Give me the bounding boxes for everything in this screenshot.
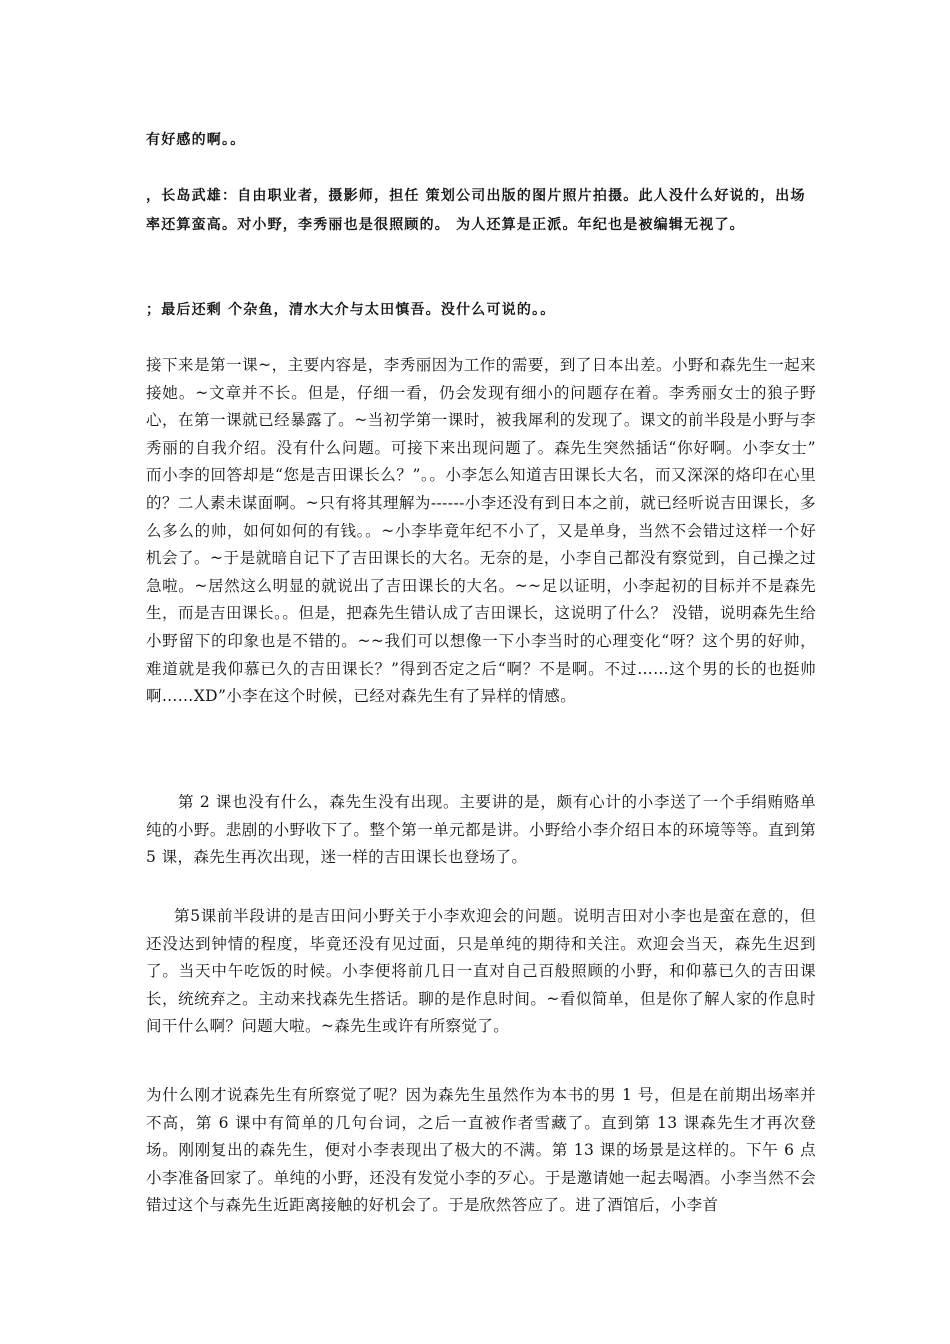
paragraph-lesson-1: 接下来是第一课~，主要内容是，李秀丽因为工作的需要，到了日本出差。小野和森先生一起来接她。~文章并不长。但是，仔细一看，仍会发现有细小的问题存在着。李秀丽女士的狼子野心，在第一课就已经暴露了。~当初学第一课时，被我犀利的发现了。课文的前半段是小野与李秀丽的自我介绍。没有什么问题。可接下来出现问题了。森先生突然插话“你好啊。小李女士” 而小李的回答却是“您是吉田课长么？”。。小李怎么知道吉田课长大名，而又深深的烙印在心里的？二人素未谋面啊。~只有将其理解为------小李还没有到日本之前，就已经听说吉田课长，多么多么的帅，如何如何的有钱。。~小李毕竟年纪不小了，又是单身，当然不会错过这样一个好机会了。~于是就暗自记下了吉田课长的大名。无奈的是，小李自己都没有察觉到，自己操之过急啦。~居然这么明显的就说出了吉田课长的大名。~~足以证明，小李起初的目标并不是森先生，而是吉田课长。。但是，把森先生错认成了吉田课长，这说明了什么？ 没错，说明森先生给小野留下的印象也是不错的。~~我们可以想像一下小李当时的心理变化“呀？这个男的好帅，难道就是我仰慕已久的吉田课长？”得到否定之后“啊？不是啊。不过……这个男的长的也挺帅啊……XD”小李在这个时候，已经对森先生有了异样的情感。 — [146, 356, 816, 706]
paragraph-lesson-2: 第 2 课也没有什么，森先生没有出现。主要讲的是，颇有心计的小李送了一个手绢贿赂单纯的小野。悲剧的小野收下了。整个第一单元都是讲。小野给小李介绍日本的环境等等。直到第 5 课，森先生再次出现，迷一样的吉田课长也登场了。 — [146, 793, 816, 867]
intro-line: 有好感的啊。。 — [146, 132, 246, 148]
paragraph-lesson-5: 第5课前半段讲的是吉田问小野关于小李欢迎会的问题。说明吉田对小李也是蛮在意的，但还没达到钟情的程度，毕竟还没有见过面，只是单纯的期待和关注。欢迎会当天，森先生迟到了。当天中午吃饭的时候。小李便将前几日一直对自己百般照顾的小野，和仰慕已久的吉田课长，统统弃之。主动来找森先生搭话。聊的是作息时间。~看似简单，但是你了解人家的作息时间干什么啊？问题大啦。~森先生或许有所察觉了。 — [146, 907, 816, 1036]
paragraph-lesson-13: 为什么刚才说森先生有所察觉了呢？因为森先生虽然作为本书的男 1 号，但是在前期出场率并不高，第 6 课中有简单的几句台词，之后一直被作者雪藏了。直到第 13 课森先生才再次登场。刚刚复出的森先生，便对小李表现出了极大的不满。第 13 课的场景是这样的。下午 6 点小李准备回家了。单纯的小野，还没有发觉小李的歹心。于是邀请她一起去喝酒。小李当然不会错过这个与森先生近距离接触的好机会了。于是欣然答应了。进了酒馆后，小李首 — [146, 1086, 816, 1215]
character-description-nagashima: ，长岛武雄：自由职业者，摄影师，担任 策划公司出版的图片照片拍摄。此人没什么好说的，出场率还算蛮高。对小野，李秀丽也是很照顾的。 为人还算是正派。年纪也是被编辑无视了。 — [146, 188, 806, 233]
character-description-others: ；最后还剩 个杂鱼，清水大介与太田慎吾。没什么可说的。。 — [146, 302, 556, 318]
